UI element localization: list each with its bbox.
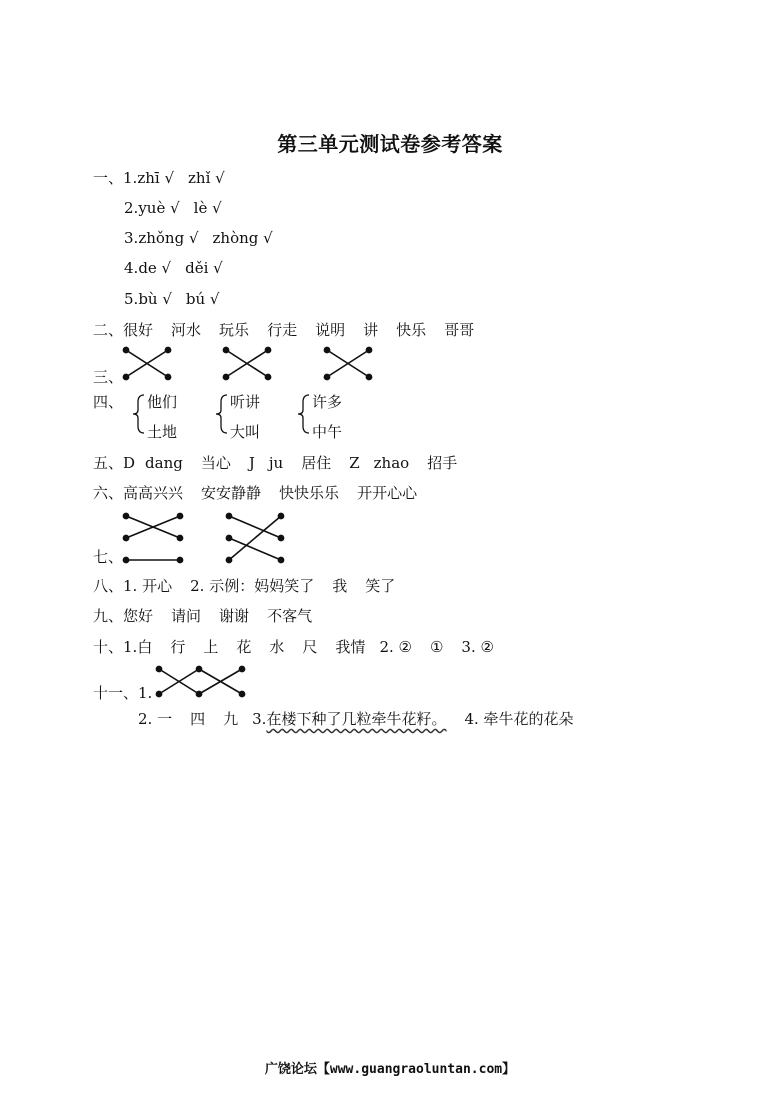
q11-part-4: 4. 牵牛花的花朵 xyxy=(464,710,574,728)
q2-label: 二、 xyxy=(93,321,124,339)
q1-item-num: 2. xyxy=(124,199,139,217)
q10-word: 花 xyxy=(236,638,252,656)
q5-item: 居住 xyxy=(301,454,332,472)
q11-num: 1. xyxy=(138,684,153,702)
page-title: 第三单元测试卷参考答案 xyxy=(277,132,503,156)
q2-word: 快乐 xyxy=(396,321,427,339)
q1-answer-a: zhī √ xyxy=(137,169,175,187)
q9-item: 请问 xyxy=(171,607,202,625)
q1-item-num: 4. xyxy=(124,259,139,277)
q6-item: 安安静静 xyxy=(201,484,262,502)
q4-group-1-top: 他们 xyxy=(147,393,178,411)
q10-part-2b: ① xyxy=(429,638,444,656)
q5-item: J xyxy=(248,454,255,472)
q7-label: 七、 xyxy=(93,548,124,566)
q5-item: Z xyxy=(349,454,360,472)
q2-word: 说明 xyxy=(315,321,346,339)
q10-word: 白 xyxy=(137,638,153,656)
q4-group-2-bottom: 大叫 xyxy=(230,423,261,441)
q11-part-2c: 九 xyxy=(223,710,239,728)
q1-label: 一、 xyxy=(93,169,124,187)
q11-match xyxy=(156,666,244,696)
q3-cross-3 xyxy=(324,347,371,379)
q4-group-2-top: 听讲 xyxy=(230,393,261,411)
q11-label: 十一、 xyxy=(93,684,139,702)
q8-part-3: 我 xyxy=(332,577,348,595)
q9-item: 谢谢 xyxy=(219,607,250,625)
q2-word: 行走 xyxy=(267,321,298,339)
q6-item: 快快乐乐 xyxy=(279,484,340,502)
q10-word: 行 xyxy=(170,638,186,656)
q2-word: 河水 xyxy=(171,321,202,339)
q10-word: 水 xyxy=(269,638,285,656)
q5-label: 五、 xyxy=(93,454,124,472)
q8-part-4: 笑了 xyxy=(365,577,396,595)
q4-group-1-bottom: 土地 xyxy=(147,423,178,441)
q10-part-3: 3. ② xyxy=(461,638,494,656)
q1-answer-b: lè √ xyxy=(193,199,222,217)
q1-answer-a: yuè √ xyxy=(138,199,180,217)
q9-item: 不客气 xyxy=(267,607,313,625)
q10-part-2: 2. ② xyxy=(379,638,412,656)
q3-label: 三、 xyxy=(93,368,124,386)
q1-answer-a: zhǒng √ xyxy=(138,229,199,247)
q10-word: 尺 xyxy=(302,638,318,656)
q4-group-3-bottom: 中午 xyxy=(312,423,343,441)
q5-item: D xyxy=(123,454,136,472)
q10-num: 1. xyxy=(123,638,138,656)
q11-part-2: 2. 一 xyxy=(138,710,173,728)
q11-part-3-num: 3. xyxy=(252,710,267,728)
q11-part-2b: 四 xyxy=(190,710,206,728)
q6-item: 开开心心 xyxy=(357,484,418,502)
q1-answer-a: de √ xyxy=(138,259,172,277)
q2-word: 很好 xyxy=(123,321,154,339)
q3-cross-2 xyxy=(223,347,270,379)
q5-item: dang xyxy=(145,454,183,472)
q2-word: 哥哥 xyxy=(444,321,475,339)
q8-part-2: 2. 示例：妈妈笑了 xyxy=(190,577,315,595)
q5-item: zhao xyxy=(373,454,410,472)
q8-part-1: 1. 开心 xyxy=(123,577,173,595)
q6-label: 六、 xyxy=(93,484,124,502)
q1-answer-b: děi √ xyxy=(185,259,223,277)
q10-word: 我情 xyxy=(335,638,366,656)
q5-item: ju xyxy=(268,454,284,472)
q7-match-2 xyxy=(226,513,283,562)
q10-word: 上 xyxy=(203,638,219,656)
q9-label: 九、 xyxy=(93,607,124,625)
q5-item: 当心 xyxy=(200,454,231,472)
q1-answer-b: bú √ xyxy=(185,290,220,308)
q4-group-3-top: 许多 xyxy=(312,393,343,411)
q11-part-3-underlined: 在楼下种了几粒牵牛花籽。 xyxy=(266,710,447,728)
q1-answer-b: zhǐ √ xyxy=(188,169,225,187)
q3-cross-1 xyxy=(123,347,170,379)
q1-answer-a: bù √ xyxy=(138,290,172,308)
q4-label: 四、 xyxy=(93,393,124,411)
q1-answer-b: zhòng √ xyxy=(212,229,273,247)
q1-item-num: 1. xyxy=(123,169,138,187)
q8-label: 八、 xyxy=(93,577,124,595)
q1-item-num: 5. xyxy=(124,290,139,308)
q5-item: 招手 xyxy=(427,454,458,472)
q10-label: 十、 xyxy=(93,638,124,656)
site-footer: 广饶论坛【www.guangraoluntan.com】 xyxy=(264,1062,516,1077)
q7-match-1 xyxy=(123,513,182,562)
q9-item: 您好 xyxy=(123,607,154,625)
q2-word: 讲 xyxy=(363,321,379,339)
q6-item: 高高兴兴 xyxy=(123,484,184,502)
q1-item-num: 3. xyxy=(124,229,139,247)
q2-word: 玩乐 xyxy=(219,321,250,339)
